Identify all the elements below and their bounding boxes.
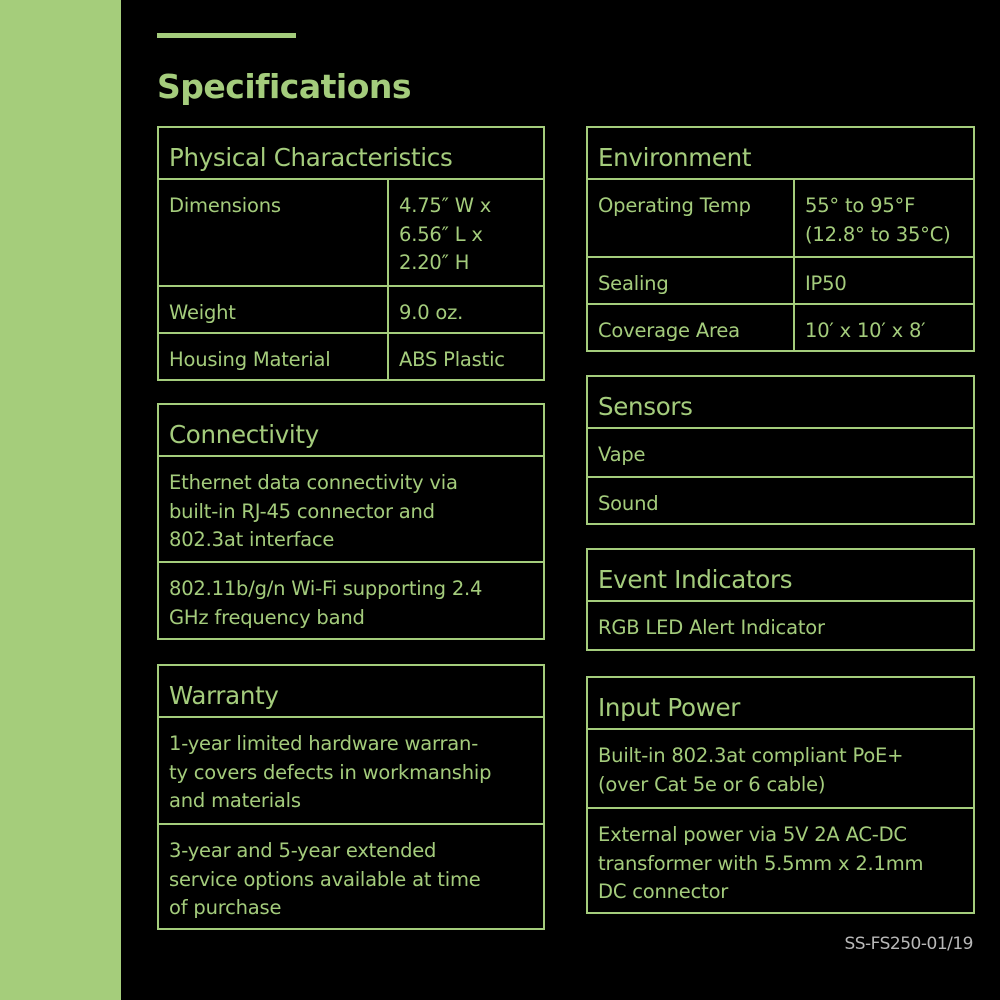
table-row <box>159 332 543 379</box>
physical-characteristics-table <box>157 126 545 381</box>
sensors-table <box>586 375 975 525</box>
dimensions-label: Dimensions <box>169 194 281 217</box>
text-line: and materials <box>169 789 301 812</box>
text-line: 802.3at interface <box>169 528 335 551</box>
side-accent-band <box>0 0 121 1000</box>
table-row <box>159 285 543 332</box>
text-line: GHz frequency band <box>169 605 365 629</box>
sealing-value: IP50 <box>793 258 973 303</box>
value-line: 4.75″ W x <box>399 194 492 217</box>
input-power-heading: Input Power <box>588 678 973 730</box>
text-line: (over Cat 5e or 6 cable) <box>598 772 826 796</box>
limited-warranty-spec <box>159 718 543 816</box>
table-row <box>588 730 973 807</box>
warranty-heading: Warranty <box>159 666 543 718</box>
text-line: service options available at time <box>169 867 481 891</box>
sealing-label: Sealing <box>598 272 669 295</box>
text-line: of purchase <box>169 896 282 919</box>
wifi-spec <box>159 563 543 632</box>
text-line: 3-year and 5-year extended <box>169 839 437 862</box>
operating-temp-value <box>793 180 973 256</box>
value-line: (12.8° to 35°C) <box>805 222 951 246</box>
poe-spec <box>588 730 973 799</box>
table-row <box>159 180 543 285</box>
environment-table <box>586 126 975 352</box>
table-row <box>588 476 973 523</box>
weight-value: 9.0 oz. <box>387 287 543 332</box>
title-accent-bar <box>157 33 296 38</box>
table-row <box>159 718 543 823</box>
table-row <box>159 457 543 561</box>
text-line: DC connector <box>598 880 729 903</box>
text-line: 802.11b/g/n Wi-Fi supporting 2.4 <box>169 577 483 600</box>
table-row <box>588 602 973 649</box>
text-line: 1-year limited hardware warran- <box>169 732 479 755</box>
text-line: Ethernet data connectivity via <box>169 471 458 494</box>
event-indicators-table <box>586 548 975 651</box>
text-line: ty covers defects in workmanship <box>169 760 492 784</box>
table-row <box>159 823 543 928</box>
housing-material-label: Housing Material <box>169 348 331 371</box>
sensors-heading: Sensors <box>588 377 973 429</box>
value-line: 55° to 95°F <box>805 194 916 217</box>
operating-temp-label: Operating Temp <box>598 194 751 217</box>
coverage-area-label: Coverage Area <box>598 319 740 342</box>
table-row <box>159 561 543 638</box>
warranty-table <box>157 664 545 930</box>
sensor-sound: Sound <box>598 492 659 515</box>
housing-material-value: ABS Plastic <box>387 334 543 379</box>
external-power-spec <box>588 809 973 907</box>
value-line: 2.20″ H <box>399 251 470 274</box>
connectivity-table <box>157 403 545 640</box>
event-indicators-heading: Event Indicators <box>588 550 973 602</box>
input-power-table <box>586 676 975 914</box>
text-line: built-in RJ-45 connector and <box>169 499 435 523</box>
page-title: Specifications <box>157 67 412 106</box>
table-row <box>588 807 973 912</box>
table-row <box>588 303 973 350</box>
ethernet-spec <box>159 457 543 555</box>
rgb-led-indicator: RGB LED Alert Indicator <box>598 616 825 639</box>
table-row <box>588 256 973 303</box>
table-row <box>588 429 973 476</box>
document-code: SS-FS250-01/19 <box>844 934 973 954</box>
coverage-area-value: 10′ x 10′ x 8′ <box>793 305 973 350</box>
physical-characteristics-heading: Physical Characteristics <box>159 128 543 180</box>
weight-label: Weight <box>169 301 236 324</box>
table-row <box>588 180 973 256</box>
value-line: 6.56″ L x <box>399 222 483 246</box>
environment-heading: Environment <box>588 128 973 180</box>
connectivity-heading: Connectivity <box>159 405 543 457</box>
text-line: External power via 5V 2A AC-DC <box>598 823 907 846</box>
extended-warranty-spec <box>159 825 543 923</box>
text-line: Built-in 802.3at compliant PoE+ <box>598 744 904 767</box>
sensor-vape: Vape <box>598 443 646 466</box>
text-line: transformer with 5.5mm x 2.1mm <box>598 851 924 875</box>
dimensions-value <box>387 180 543 285</box>
